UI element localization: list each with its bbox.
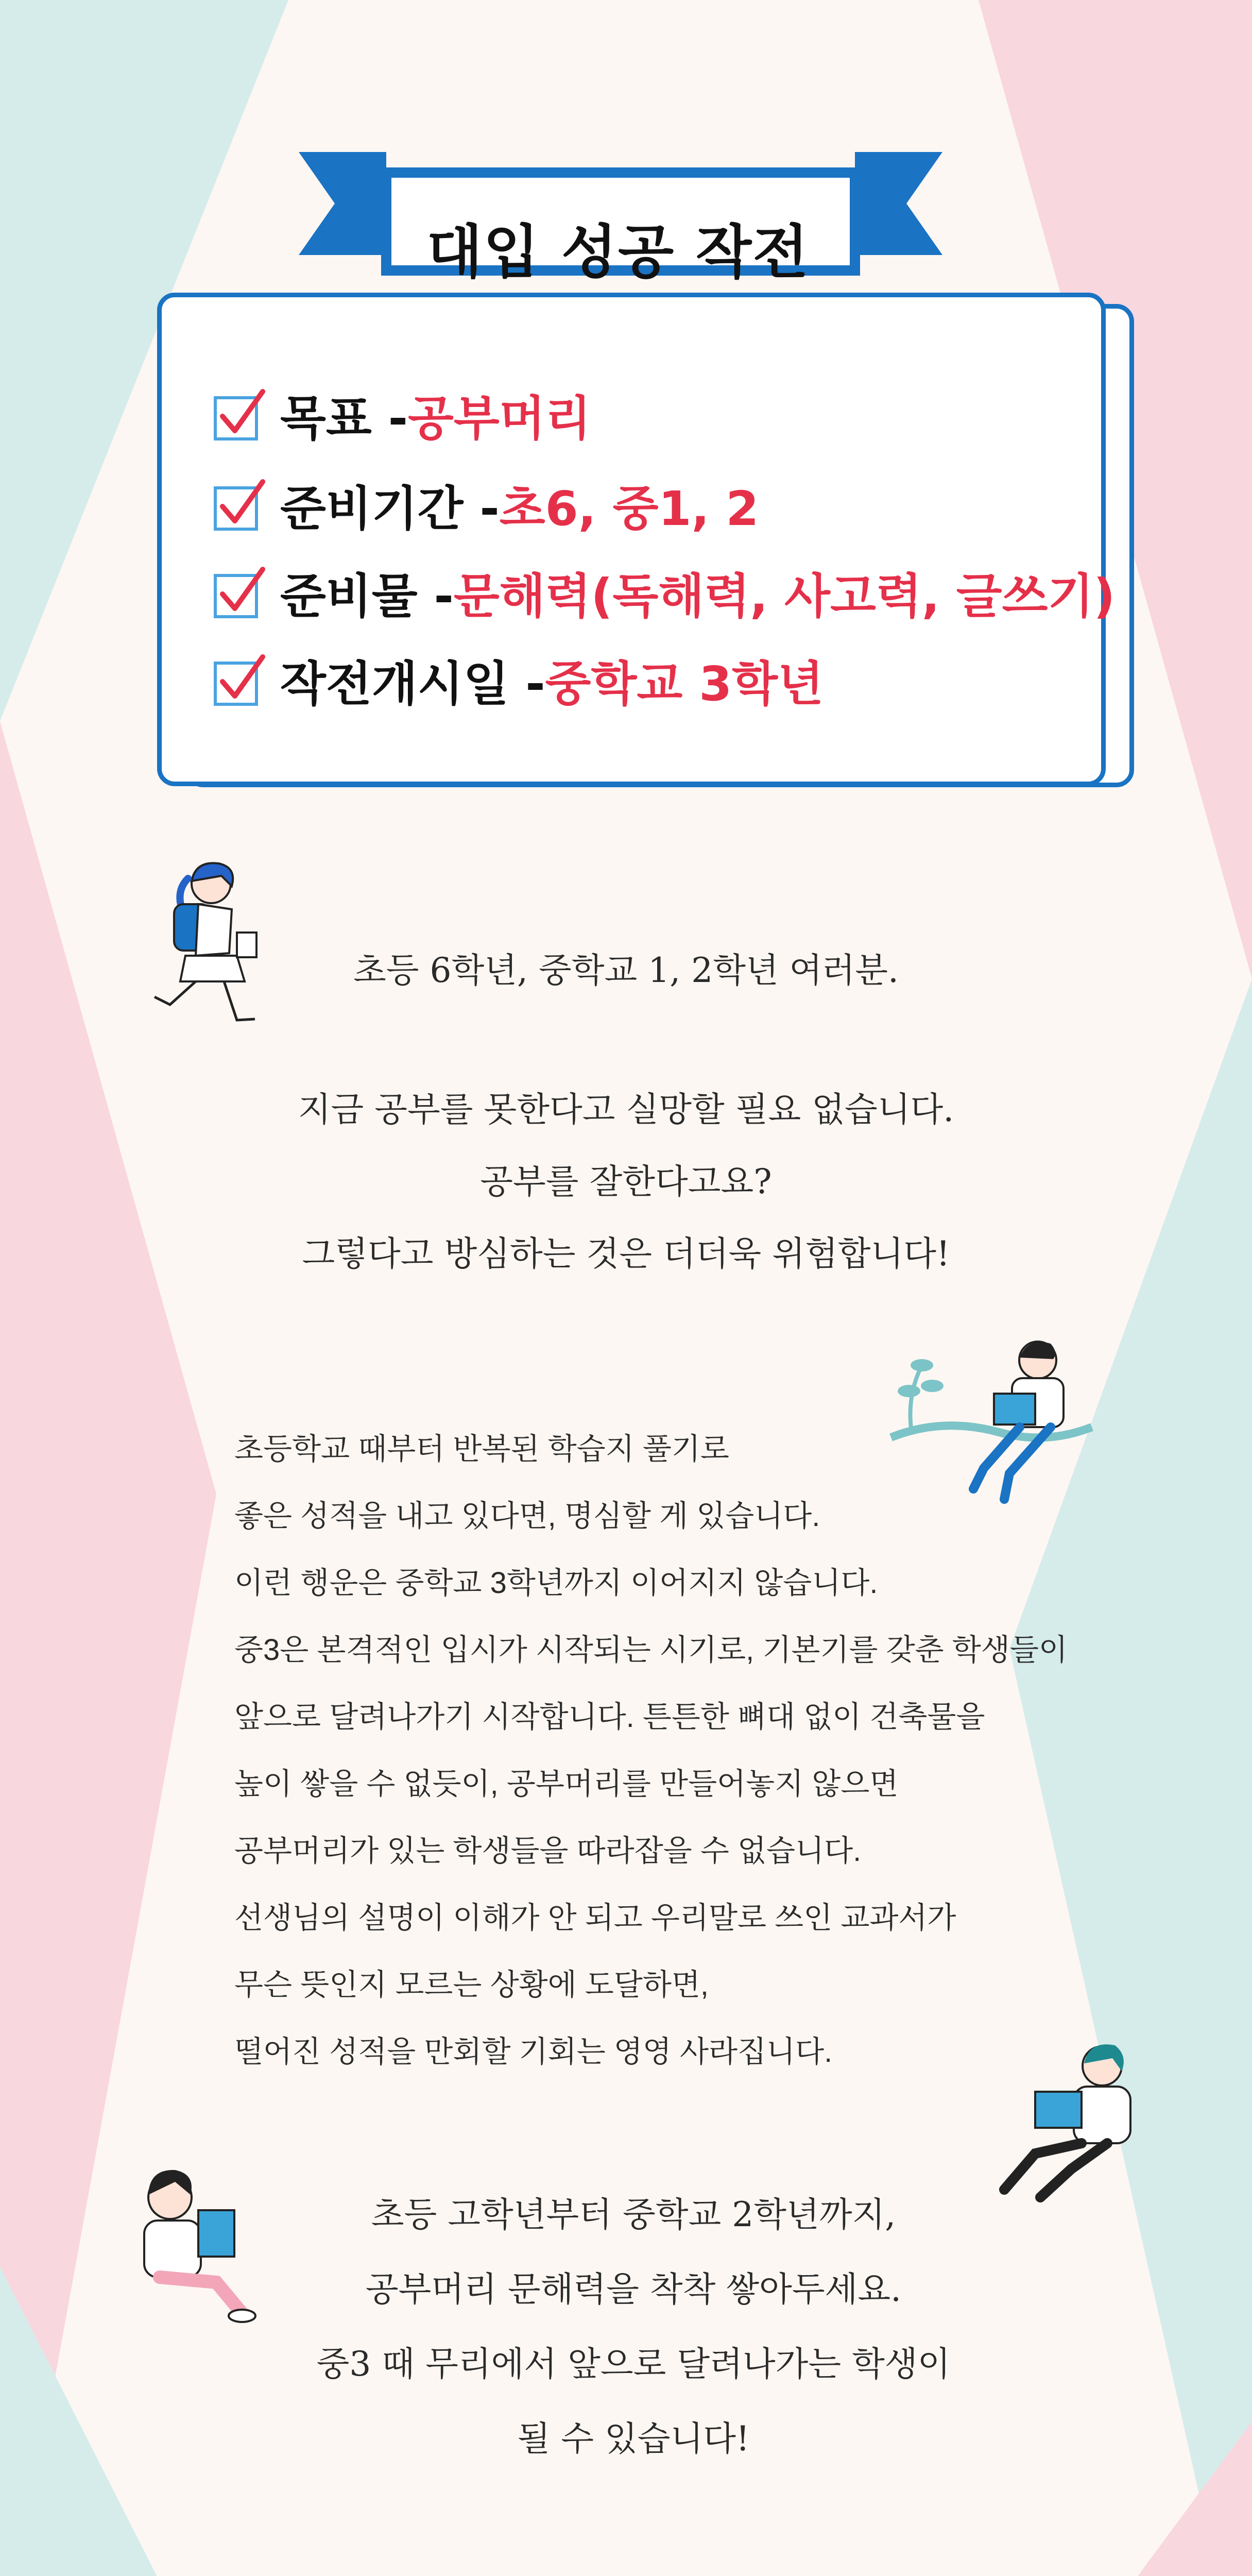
goal-item <box>211 466 759 544</box>
checkbox-checked-icon <box>211 386 268 443</box>
body-line: 초등학교 때부터 반복된 학습지 풀기로 <box>234 1432 729 1466</box>
goal-value: 문해력(독해력, 사고력, 글쓰기) <box>453 569 1116 624</box>
closing-line: 공부머리 문해력을 착착 쌓아두세요. <box>365 2269 902 2309</box>
body-line: 선생님의 설명이 이해가 안 되고 우리말로 쓰인 교과서가 <box>234 1901 956 1935</box>
reading-on-tree-illustration <box>881 1334 1097 1520</box>
checkbox-checked-icon <box>211 564 268 621</box>
checkbox-checked-icon <box>211 477 268 533</box>
goal-label: 목표 - <box>280 391 408 446</box>
reading-girl-illustration <box>979 2035 1154 2205</box>
closing-line: 중3 때 무리에서 앞으로 달려나가는 학생이 <box>316 2344 951 2384</box>
goal-value: 공부머리 <box>407 391 591 446</box>
body-line: 중3은 본격적인 입시가 시작되는 시기로, 기본기를 갖춘 학생들이 <box>234 1633 1068 1667</box>
goal-item <box>211 641 824 719</box>
body-line: 이런 행운은 중학교 3학년까지 이어지지 않습니다. <box>234 1566 878 1600</box>
banner-title: 대입 성공 작전 <box>426 219 810 286</box>
goal-item <box>211 554 1115 631</box>
body-line: 떨어진 성적을 만회할 기회는 영영 사라집니다. <box>234 2035 833 2069</box>
goal-label: 준비물 - <box>280 569 454 624</box>
intro-greeting: 초등 6학년, 중학교 1, 2학년 여러분. <box>353 951 899 990</box>
sitting-boy-illustration <box>113 2159 278 2329</box>
closing-line: 될 수 있습니다! <box>517 2419 750 2459</box>
body-line: 높이 쌓을 수 없듯이, 공부머리를 만들어놓지 않으면 <box>234 1767 899 1801</box>
body-line: 앞으로 달려나가기 시작합니다. 튼튼한 뼈대 없이 건축물을 <box>234 1700 985 1734</box>
goal-value: 초6, 중1, 2 <box>499 481 759 536</box>
goal-label: 작전개시일 - <box>280 656 545 711</box>
goal-value: 중학교 3학년 <box>545 656 824 711</box>
closing-line: 초등 고학년부터 중학교 2학년까지, <box>371 2195 896 2234</box>
intro-line: 공부를 잘한다고요? <box>480 1162 772 1201</box>
body-line: 공부머리가 있는 학생들을 따라잡을 수 없습니다. <box>234 1834 862 1868</box>
checkbox-checked-icon <box>211 652 268 708</box>
intro-line: 그렇다고 방심하는 것은 더더욱 위험합니다! <box>302 1234 950 1274</box>
body-line: 무슨 뜻인지 모르는 상황에 도달하면, <box>234 1968 709 2002</box>
goal-item <box>211 376 591 453</box>
body-line: 좋은 성적을 내고 있다면, 명심할 게 있습니다. <box>234 1499 820 1533</box>
intro-line: 지금 공부를 못한다고 실망할 필요 없습니다. <box>298 1090 954 1129</box>
goal-label: 준비기간 - <box>280 481 500 536</box>
